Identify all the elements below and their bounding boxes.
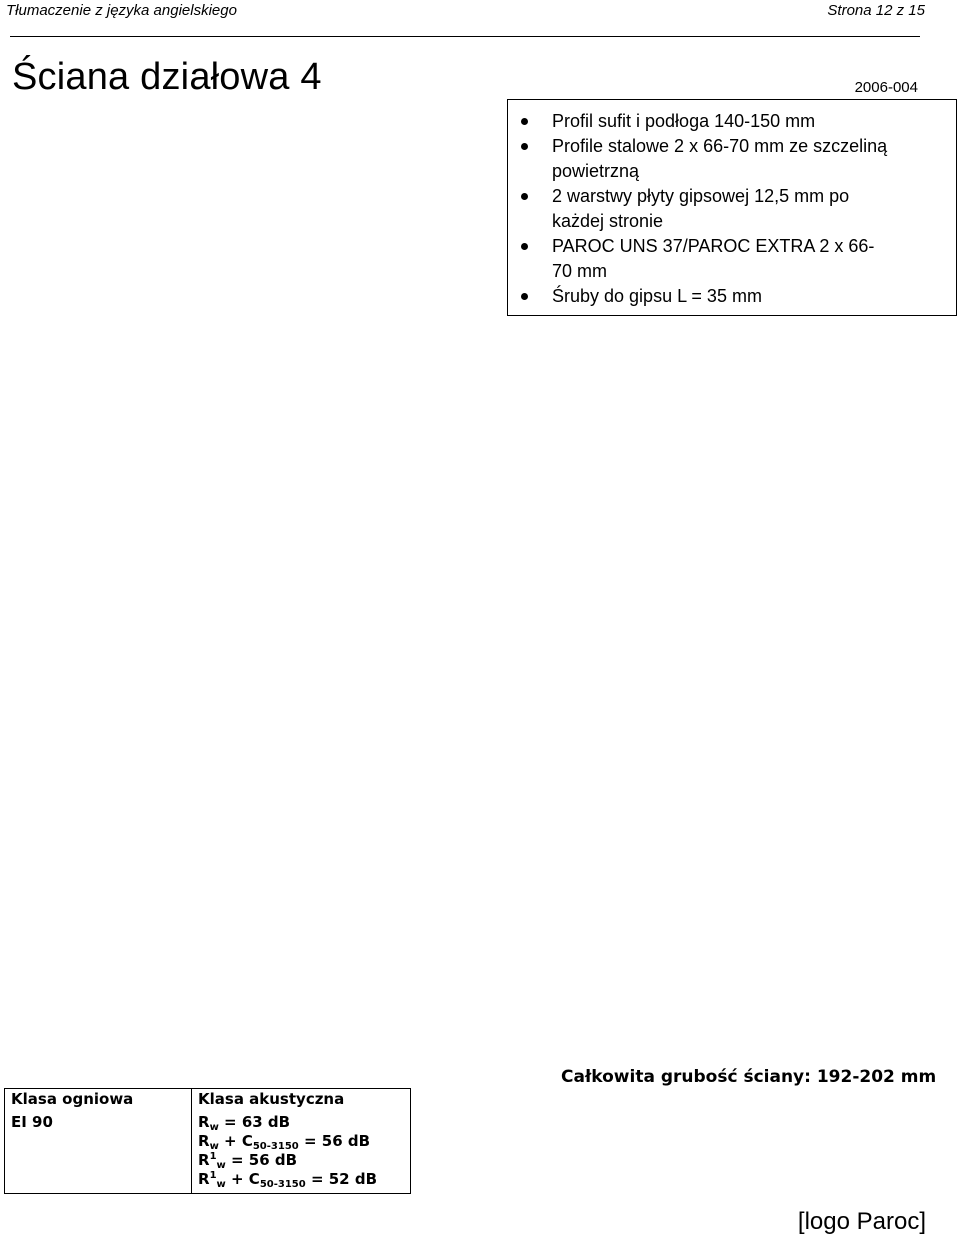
bullet-icon <box>521 143 528 150</box>
spec-item-text: PAROC UNS 37/PAROC EXTRA 2 x 66- <box>552 236 875 256</box>
acoustic-plus: + <box>225 1170 249 1188</box>
document-code: 2006-004 <box>854 79 918 96</box>
acoustic-class-header: Klasa akustyczna <box>192 1089 411 1113</box>
acoustic-sup: 1 <box>209 1170 217 1181</box>
total-wall-thickness: Całkowita grubość ściany: 192-202 mm <box>561 1067 937 1087</box>
page-number: Strona 12 z 15 <box>827 2 925 19</box>
bullet-icon <box>521 118 528 125</box>
acoustic-value-line <box>198 1170 404 1189</box>
acoustic-c-sub: 50-3150 <box>252 1141 299 1152</box>
spec-item-text: Śruby do gipsu L = 35 mm <box>552 286 762 306</box>
classification-value-row <box>5 1112 411 1194</box>
acoustic-class-values <box>192 1112 411 1194</box>
spec-item-text: 2 warstwy płyty gipsowej 12,5 mm po <box>552 186 850 206</box>
acoustic-sup: 1 <box>209 1151 217 1162</box>
acoustic-sub-main: w <box>216 1179 226 1190</box>
acoustic-sub-main: w <box>216 1160 226 1171</box>
acoustic-sub-main: w <box>209 1122 219 1133</box>
acoustic-value: = 63 dB <box>218 1113 291 1131</box>
bullet-icon <box>521 293 528 300</box>
spec-item <box>508 134 948 184</box>
spec-item-text: każdej stronie <box>552 211 664 231</box>
bullet-icon <box>521 243 528 250</box>
acoustic-c: C <box>241 1132 253 1150</box>
acoustic-value: = 56 dB <box>225 1151 298 1169</box>
acoustic-c-sub: 50-3150 <box>259 1179 306 1190</box>
acoustic-value: = 56 dB <box>298 1132 371 1150</box>
acoustic-r: R <box>198 1113 210 1131</box>
fire-class-value: EI 90 <box>5 1112 192 1194</box>
acoustic-value-line <box>198 1132 404 1151</box>
acoustic-r: R <box>198 1170 210 1188</box>
spec-item <box>508 234 948 284</box>
bullet-icon <box>521 193 528 200</box>
acoustic-r: R <box>198 1151 210 1169</box>
acoustic-value: = 52 dB <box>305 1170 377 1188</box>
specification-list <box>508 109 948 309</box>
acoustic-value-line <box>198 1151 404 1170</box>
running-header-left: Tłumaczenie z języka angielskiego <box>6 2 237 19</box>
classification-table <box>4 1088 411 1194</box>
spec-item <box>508 184 948 234</box>
acoustic-plus: + <box>218 1132 242 1150</box>
header-divider <box>10 36 920 37</box>
classification-header-row <box>5 1089 411 1113</box>
spec-item-text: powietrzną <box>552 161 640 181</box>
fire-class-header: Klasa ogniowa <box>5 1089 192 1113</box>
acoustic-c: C <box>248 1170 260 1188</box>
acoustic-sub-main: w <box>209 1141 219 1152</box>
spec-item <box>508 109 948 134</box>
page-title: Ściana działowa 4 <box>12 56 322 98</box>
spec-item-text: Profile stalowe 2 x 66-70 mm ze szczeliną <box>552 136 888 156</box>
acoustic-value-line <box>198 1113 404 1132</box>
acoustic-r: R <box>198 1132 210 1150</box>
spec-item <box>508 284 948 309</box>
specification-box <box>507 99 957 316</box>
spec-item-text: Profil sufit i podłoga 140-150 mm <box>552 111 816 131</box>
spec-item-text: 70 mm <box>552 261 608 281</box>
logo-placeholder: [logo Paroc] <box>797 1208 926 1235</box>
